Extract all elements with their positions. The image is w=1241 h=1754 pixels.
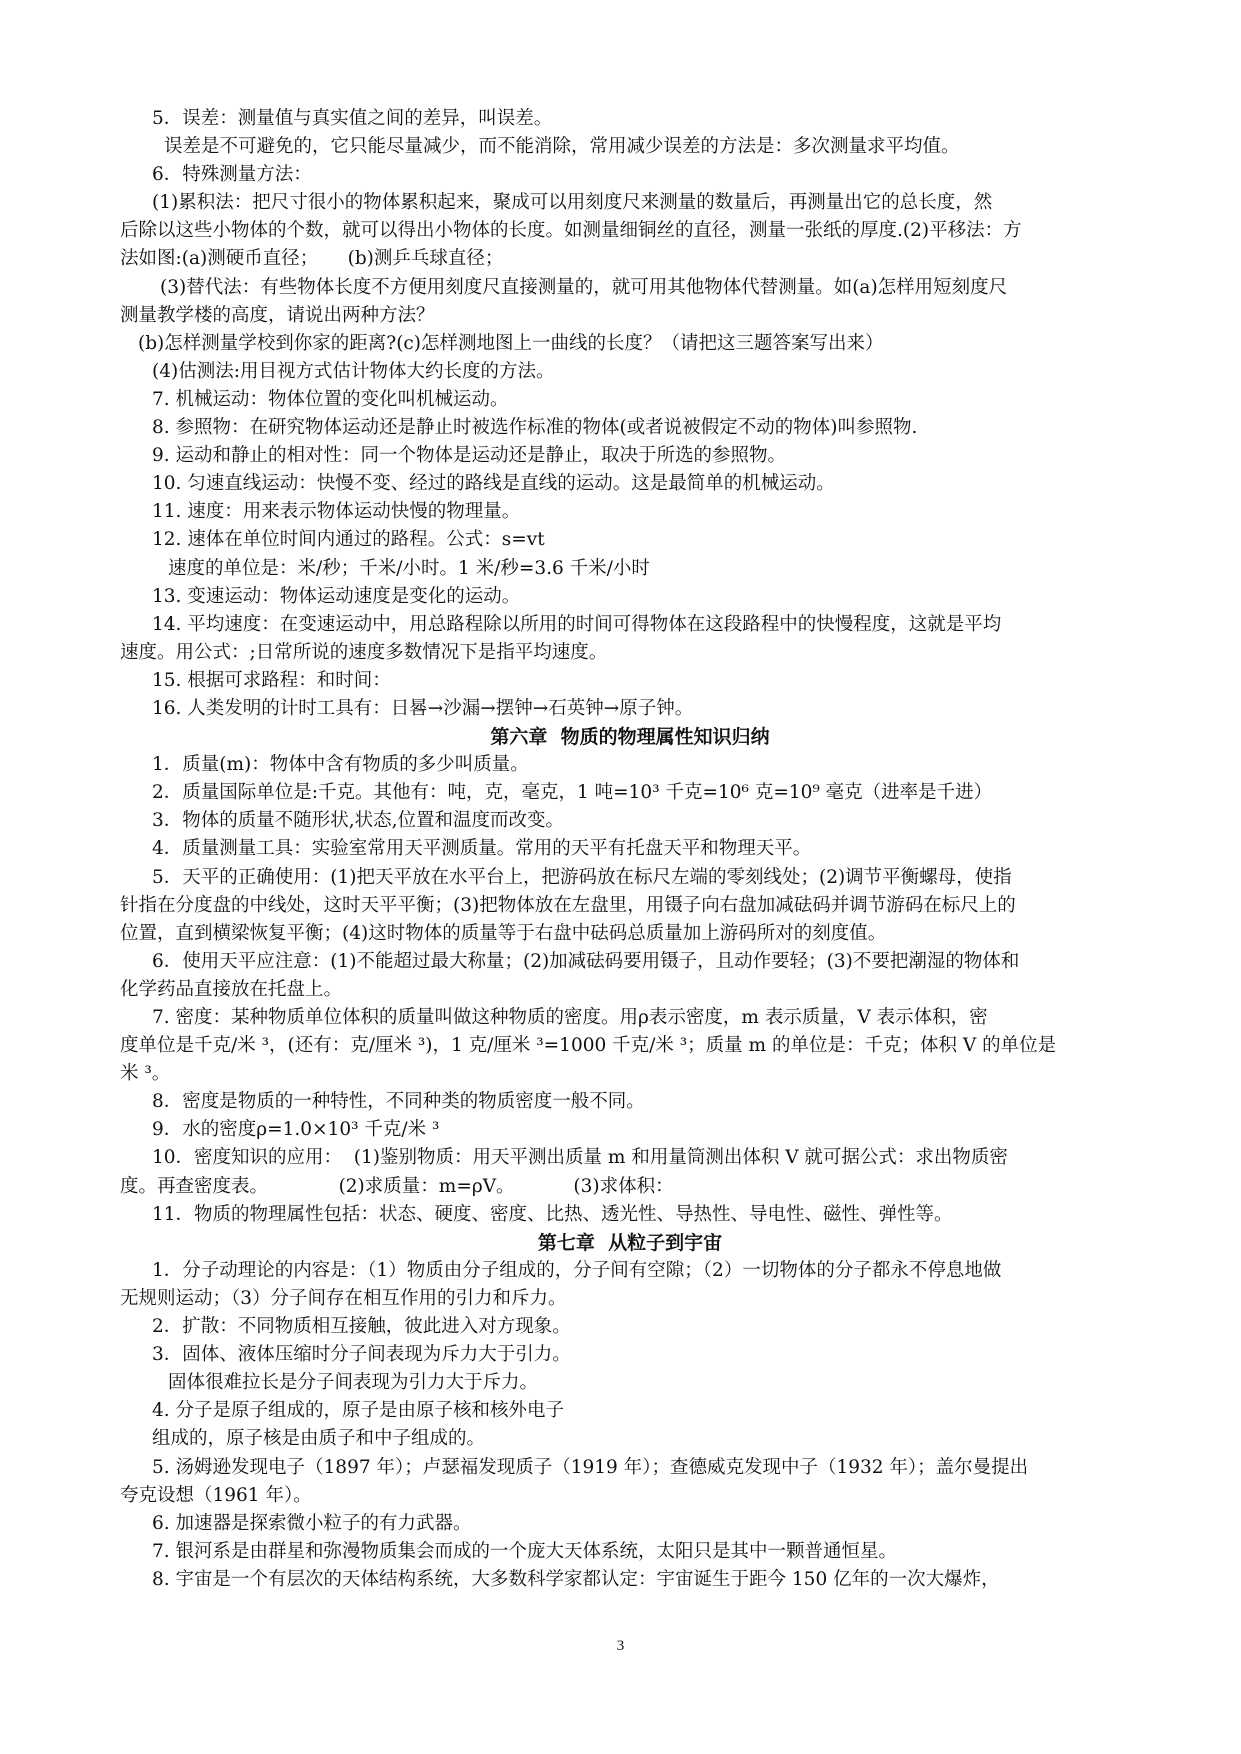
text-line: 7. 机械运动：物体位置的变化叫机械运动。: [152, 388, 509, 410]
text-line: 16. 人类发明的计时工具有：日晷→沙漏→摆钟→石英钟→原子钟。: [152, 697, 694, 719]
text-line: 4．质量测量工具：实验室常用天平测质量。常用的天平有托盘天平和物理天平。: [152, 838, 812, 860]
text-line: 度。再查密度表。 (2)求质量：m=ρV。 (3)求体积：: [120, 1175, 674, 1197]
text-line: 10．密度知识的应用： (1)鉴别物质：用天平测出质量 m 和用量筒测出体积 V 就可据公式：求出物质密: [152, 1147, 1008, 1169]
text-line: 9．水的密度ρ=1.0×10³ 千克/米 ³: [152, 1119, 440, 1141]
text-line: 度单位是千克/米 ³，(还有：克/厘米 ³)，1 克/厘米 ³=1000 千克/米 ³；质量 m 的单位是：千克；体积 V 的单位是: [120, 1035, 1057, 1057]
text-line: 4. 分子是原子组成的，原子是由原子核和核外电子: [152, 1400, 565, 1422]
text-line: 3．固体、液体压缩时分子间表现为斥力大于引力。: [152, 1344, 571, 1366]
text-line: 米 ³。: [120, 1063, 171, 1085]
text-line: 夸克设想（1961 年）。: [120, 1484, 312, 1506]
text-line: 速度的单位是：米/秒；千米/小时。1 米/秒=3.6 千米/小时: [168, 557, 650, 579]
text-line: 8. 参照物：在研究物体运动还是静止时被选作标准的物体(或者说被假定不动的物体)叫参照物.: [152, 417, 918, 439]
text-line: 3．物体的质量不随形状,状态,位置和温度而改变。: [152, 810, 565, 832]
text-line: 法如图:(a)测硬币直径； (b)测乒乓球直径；: [120, 248, 504, 270]
text-line: 速度。用公式：;日常所说的速度多数情况下是指平均速度。: [120, 641, 608, 663]
text-line: 13. 变速运动：物体运动速度是变化的运动。: [152, 585, 521, 607]
text-line: 测量教学楼的高度，请说出两种方法？: [120, 304, 435, 326]
text-line: 14. 平均速度：在变速运动中，用总路程除以所用的时间可得物体在这段路程中的快慢程度，这就是平均: [152, 613, 1002, 635]
text-line: 8. 宇宙是一个有层次的天体结构系统，大多数科学家都认定：宇宙诞生于距今 150 亿年的一次大爆炸，: [152, 1568, 1000, 1590]
text-line: 6．特殊测量方法：: [152, 164, 312, 186]
text-line: 7. 密度：某种物质单位体积的质量叫做这种物质的密度。用ρ表示密度，m 表示质量，V 表示体积，密: [152, 1007, 988, 1028]
text-line: 无规则运动；（3）分子间存在相互作用的引力和斥力。: [120, 1287, 567, 1309]
text-line: 后除以这些小物体的个数，就可以得出小物体的长度。如测量细铜丝的直径，测量一张纸的厚度.(2)平移法：方: [120, 220, 1022, 242]
text-line: 固体很难拉长是分子间表现为引力大于斥力。: [168, 1372, 539, 1394]
text-line: 5. 汤姆逊发现电子（1897 年）；卢瑟福发现质子（1919 年）；查德威克发现中子（1932 年）；盖尔曼提出: [152, 1456, 1029, 1478]
text-line: 7. 银河系是由群星和弥漫物质集会而成的一个庞大天体系统，太阳只是其中一颗普通恒星。: [152, 1540, 898, 1562]
text-line: 1．分子动理论的内容是：（1）物质由分子组成的，分子间有空隙；（2）一切物体的分子都永不停息地做: [152, 1259, 1002, 1281]
text-line: 化学药品直接放在托盘上。: [120, 978, 343, 1000]
text-line: 2．质量国际单位是:千克。其他有：吨，克，毫克，1 吨=10³ 千克=10⁶ 克=10⁹ 毫克（进率是千进）: [152, 782, 993, 804]
text-line: 位置，直到横梁恢复平衡；(4)这时物体的质量等于右盘中砝码总质量加上游码所对的刻度值。: [120, 922, 887, 944]
document-body: [120, 105, 1140, 1594]
text-line: (1)累积法：把尺寸很小的物体累积起来，聚成可以用刻度尺来测量的数量后，再测量出它的总长度，然: [152, 192, 993, 214]
text-line: 误差是不可避免的，它只能尽量减少，而不能消除，常用减少误差的方法是：多次测量求平均值。: [164, 136, 960, 158]
text-line: 组成的，原子核是由质子和中子组成的。: [152, 1428, 486, 1450]
text-line: 12. 速体在单位时间内通过的路程。公式：s=vt: [152, 529, 545, 551]
text-line: (4)估测法:用目视方式估计物体大约长度的方法。: [152, 360, 555, 382]
text-line: 11. 速度：用来表示物体运动快慢的物理量。: [152, 501, 521, 523]
text-line: 5．误差：测量值与真实值之间的差异，叫误差。: [152, 108, 553, 129]
text-line: 1．质量(m)：物体中含有物质的多少叫质量。: [152, 754, 529, 776]
text-line: 9. 运动和静止的相对性：同一个物体是运动还是静止，取决于所选的参照物。: [152, 445, 787, 467]
text-line: 15. 根据可求路程：和时间：: [152, 669, 391, 691]
text-line: 11．物质的物理属性包括：状态、硬度、密度、比热、透光性、导热性、导电性、磁性、弹性等。: [152, 1203, 953, 1225]
chapter-heading: 第七章 从粒子到宇宙: [537, 1231, 723, 1254]
page-number: 3: [616, 1638, 625, 1654]
text-line: (b)怎样测量学校到你家的距离?(c)怎样测地图上一曲线的长度？（请把这三题答案写出来）: [138, 332, 884, 354]
text-line: 10. 匀速直线运动：快慢不变、经过的路线是直线的运动。这是最简单的机械运动。: [152, 473, 835, 495]
text-line: 8．密度是物质的一种特性，不同种类的物质密度一般不同。: [152, 1091, 645, 1113]
chapter-heading: 第六章 物质的物理属性知识归纳: [490, 726, 770, 749]
text-line: (3)替代法：有些物体长度不方便用刻度尺直接测量的，就可用其他物体代替测量。如(a)怎样用短刻度尺: [160, 276, 1008, 298]
text-line: 5．天平的正确使用：(1)把天平放在水平台上，把游码放在标尺左端的零刻线处；(2)调节平衡螺母，使指: [152, 866, 1012, 888]
text-line: 6．使用天平应注意：(1)不能超过最大称量；(2)加减砝码要用镊子，且动作要轻；(3)不要把潮湿的物体和: [152, 950, 1020, 972]
text-line: 2．扩散：不同物质相互接触，彼此进入对方现象。: [152, 1316, 571, 1338]
text-line: 针指在分度盘的中线处，这时天平平衡；(3)把物体放在左盘里，用镊子向右盘加减砝码并调节游码在标尺上的: [120, 894, 1016, 916]
text-line: 6. 加速器是探索微小粒子的有力武器。: [152, 1512, 472, 1534]
